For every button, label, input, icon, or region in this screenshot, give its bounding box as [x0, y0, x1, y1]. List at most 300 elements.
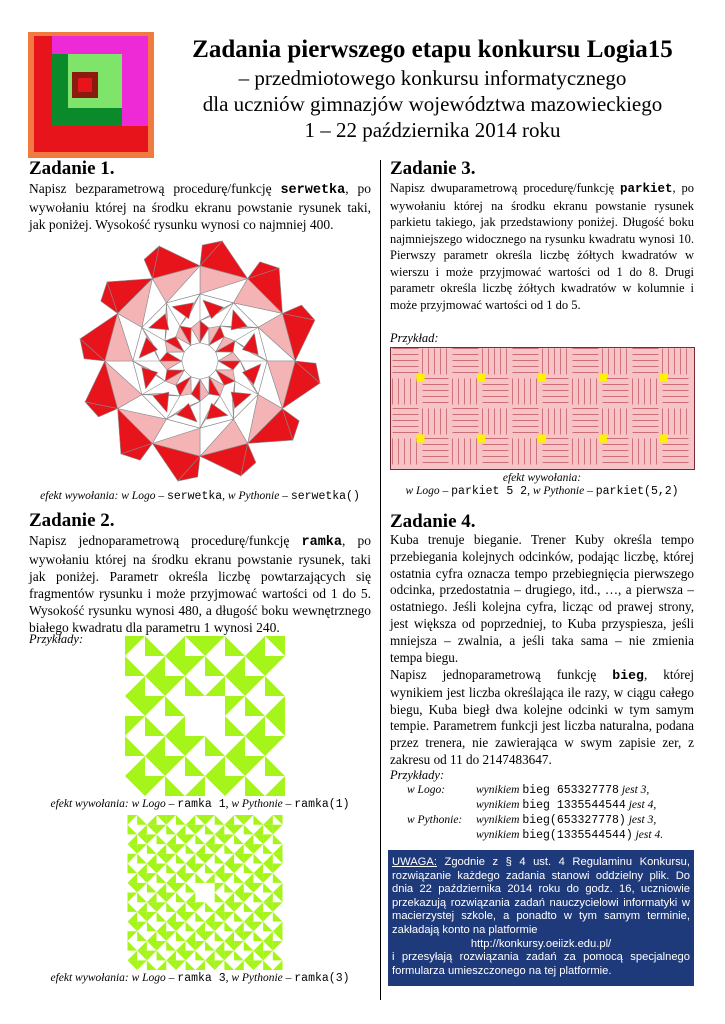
frame-triangle: [215, 960, 225, 970]
frame-triangle: [166, 815, 176, 825]
frame-triangle: [185, 756, 205, 776]
subtitle-line-3: 1 – 22 października 2014 roku: [304, 118, 561, 142]
frame-triangle: [263, 863, 273, 873]
frame-triangle: [125, 656, 145, 676]
frame-triangle: [147, 825, 157, 835]
frame-triangle: [147, 863, 157, 873]
frame-triangle: [157, 893, 167, 903]
task2-text: Napisz jednoparametrową procedurę/funkcję ramka, po wywołaniu której na środku ekranu powstanie rysunek, taki jak poniżej. Parametr określa liczbę powtarzających się fragmentów rysunku i może przyjmować wartości od 1 do 5. Wysokość rysunku wynosi 480, a długość boku wewnętrznego białego kwadratu dla parametru 1 wynosi 240.: [29, 533, 372, 635]
yellow-square: [477, 435, 485, 443]
frame-triangle: [263, 834, 273, 844]
frame-triangle: [234, 883, 244, 893]
frame-triangle: [128, 844, 138, 854]
frame-triangle: [273, 815, 283, 825]
frame-triangle: [205, 676, 225, 696]
task1-caption: efekt wywołania: w Logo – serwetka, w Pythonie – serwetka(): [40, 490, 360, 503]
frame-triangle: [186, 941, 196, 951]
frame-triangle: [205, 863, 215, 873]
task2-procedure-name: ramka: [301, 535, 343, 550]
frame-triangle: [215, 873, 225, 883]
frame-triangle: [205, 922, 215, 932]
frame-triangle: [147, 844, 157, 854]
yellow-square: [477, 374, 485, 382]
task2-caption-3: efekt wywołania: w Logo – ramka 3, w Pythonie – ramka(3): [50, 972, 350, 985]
frame-triangle: [157, 912, 167, 922]
frame-triangle: [234, 825, 244, 835]
frame-triangle: [176, 902, 186, 912]
frame-triangle: [245, 736, 265, 756]
frame-triangle: [253, 951, 263, 961]
frame-triangle: [186, 854, 196, 864]
frame-triangle: [157, 815, 167, 825]
frame-triangle: [205, 636, 225, 656]
example-row-1: wynikiem bieg 653327778 jest 3,: [476, 784, 650, 797]
notice-text-1: Zgodnie z § 4 ust. 4 Regulaminu Konkursu, rozwiązanie każdego zadania stanowi oddzielny plik. Do dnia 22 października 2014 roku do godz. 16, uczniowie przekazują rozwiązania zadań nauczycielowi informatyki w macierzystej szkole, a ponadto w tym samym terminie, zakładają konto na platformie: [392, 856, 690, 936]
frame-triangle: [147, 912, 157, 922]
frame-triangle: [244, 941, 254, 951]
frame-triangle: [244, 951, 254, 961]
frame-triangle: [205, 815, 215, 825]
frame-triangle: [273, 912, 283, 922]
frame-triangle: [205, 756, 225, 776]
frame-triangle: [224, 893, 234, 903]
frame-triangle: [244, 912, 254, 922]
frame-triangle: [244, 931, 254, 941]
frame-triangle: [244, 902, 254, 912]
task2-examples-label: Przykłady:: [29, 632, 84, 646]
frame-triangle: [225, 636, 245, 656]
frame-triangle: [273, 825, 283, 835]
frame-triangle: [253, 931, 263, 941]
frame-triangle: [137, 951, 147, 961]
frame-triangle: [195, 902, 205, 912]
frame-triangle: [186, 863, 196, 873]
frame-triangle: [215, 825, 225, 835]
frame-triangle: [245, 676, 265, 696]
frame-triangle: [186, 834, 196, 844]
frame-triangle: [185, 636, 205, 656]
frame-triangle: [205, 834, 215, 844]
frame-triangle: [165, 736, 185, 756]
frame-triangle: [253, 825, 263, 835]
napkin-drawing: [50, 236, 350, 486]
frame-triangle: [157, 922, 167, 932]
frame-triangle: [195, 825, 205, 835]
yellow-square: [538, 435, 546, 443]
frame-triangle: [234, 960, 244, 970]
frame-triangle: [125, 636, 145, 656]
frame-triangle: [145, 676, 165, 696]
subtitle-line-1: – przedmiotowego konkursu informatycznego: [238, 66, 627, 90]
frame-triangle: [273, 883, 283, 893]
frame-triangle: [147, 902, 157, 912]
frame-triangle: [205, 844, 215, 854]
frame-triangle: [195, 912, 205, 922]
frame-triangle: [176, 873, 186, 883]
frame-triangle: [128, 960, 138, 970]
frame-triangle: [176, 941, 186, 951]
frame-triangle: [166, 834, 176, 844]
frame-triangle: [215, 893, 225, 903]
frame-triangle: [147, 834, 157, 844]
example-row-2: wynikiem bieg 1335544544 jest 4,: [476, 799, 657, 812]
frame-triangle: [176, 863, 186, 873]
frame-triangle: [234, 893, 244, 903]
frame-triangle: [273, 902, 283, 912]
frame-triangle: [125, 696, 145, 716]
frame-triangle: [128, 815, 138, 825]
frame-triangle: [186, 960, 196, 970]
frame-triangle: [166, 902, 176, 912]
task4-heading: Zadanie 4.: [390, 511, 476, 532]
frame-triangle: [137, 815, 147, 825]
frame-triangle: [157, 863, 167, 873]
frame-triangle: [185, 736, 205, 756]
frame-triangle: [137, 873, 147, 883]
frame-triangle: [145, 736, 165, 756]
frame-triangle: [166, 951, 176, 961]
frame-triangle: [224, 902, 234, 912]
frame-triangle: [245, 636, 265, 656]
frame-triangle: [195, 951, 205, 961]
frame-triangle: [195, 844, 205, 854]
frame-triangle: [234, 912, 244, 922]
task1-heading: Zadanie 1.: [29, 158, 115, 179]
task2-heading: Zadanie 2.: [29, 510, 115, 531]
frame-triangle: [137, 883, 147, 893]
frame-triangle: [176, 931, 186, 941]
frame-triangle: [186, 825, 196, 835]
frame-triangle: [185, 656, 205, 676]
frame-triangle: [205, 736, 225, 756]
frame-triangle: [128, 902, 138, 912]
frame-triangle: [224, 815, 234, 825]
task3-caption-line1: efekt wywołania:: [502, 472, 582, 484]
frame-triangle: [157, 854, 167, 864]
frame-triangle: [137, 922, 147, 932]
frame-triangle: [195, 863, 205, 873]
frame-triangle: [137, 834, 147, 844]
frame-triangle: [125, 676, 145, 696]
frame-triangle: [147, 960, 157, 970]
frame-triangle: [263, 941, 273, 951]
frame-triangle: [128, 931, 138, 941]
task4-text-2: Napisz jednoparametrową funkcję bieg, której wynikiem jest liczba określająca ile razy, w ciągu całego biegu, Kuba biegł dwa kolejne odcinki w tym samym tempie. Parametrem funkcji jest liczba naturalna, podana przez trenera, nie zawierająca w swym zapisie zer, z zakresu od 11 do 2147483647.: [390, 667, 694, 767]
frame-triangle: [273, 873, 283, 883]
frame-triangle: [137, 931, 147, 941]
frame-triangle: [263, 951, 273, 961]
frame-triangle: [165, 716, 185, 736]
frame-triangle: [157, 834, 167, 844]
frame-triangle: [166, 912, 176, 922]
frame-triangle: [186, 931, 196, 941]
frame-triangle: [128, 922, 138, 932]
frame-triangle: [195, 854, 205, 864]
frame-triangle: [263, 825, 273, 835]
frame-triangle: [244, 873, 254, 883]
task3-procedure-name: parkiet: [620, 182, 673, 196]
frame-triangle: [176, 922, 186, 932]
frame-triangle: [195, 834, 205, 844]
frame-triangle: [245, 656, 265, 676]
frame-triangle: [273, 834, 283, 844]
frame-triangle: [253, 854, 263, 864]
frame-triangle: [195, 873, 205, 883]
frame-triangle: [166, 922, 176, 932]
frame-triangle: [234, 815, 244, 825]
frame-triangle: [265, 656, 285, 676]
frame-triangle: [125, 736, 145, 756]
frame-triangle: [215, 854, 225, 864]
frame-triangle: [265, 676, 285, 696]
frame-triangle: [234, 834, 244, 844]
frame-triangle: [273, 951, 283, 961]
frame-triangle: [125, 716, 145, 736]
frame-triangle: [186, 844, 196, 854]
frame-triangle: [165, 776, 185, 796]
frame-triangle: [224, 873, 234, 883]
frame-triangle: [263, 960, 273, 970]
frame-triangle: [263, 931, 273, 941]
frame-triangle: [273, 863, 283, 873]
yellow-square: [599, 435, 607, 443]
frame-triangle: [253, 863, 263, 873]
frame-triangle: [176, 844, 186, 854]
frame-triangle: [253, 883, 263, 893]
frame-triangle: [273, 854, 283, 864]
task1-text: Napisz bezparametrową procedurę/funkcję serwetka, po wywołaniu której na środku ekranu powstanie rysunek taki, jak poniżej. Wysokość rysunku wynosi co najmniej 400.: [29, 181, 371, 232]
frame-triangle: [224, 834, 234, 844]
frame-triangle: [176, 834, 186, 844]
frame-triangle: [244, 844, 254, 854]
frame-triangle: [244, 922, 254, 932]
frame-triangle: [166, 941, 176, 951]
frame-triangle: [185, 676, 205, 696]
yellow-square: [417, 374, 425, 382]
frame-triangle: [253, 912, 263, 922]
frame-triangle: [128, 863, 138, 873]
frame-triangle: [263, 893, 273, 903]
frame-triangle: [244, 960, 254, 970]
frame-triangle: [225, 696, 245, 716]
frame-triangle: [128, 912, 138, 922]
frame-triangle: [215, 834, 225, 844]
frame-triangle: [186, 893, 196, 903]
frame-triangle: [147, 893, 157, 903]
frame-triangle: [157, 931, 167, 941]
example-row-4: wynikiem bieg(1335544544) jest 4.: [476, 829, 664, 842]
frame-triangle: [157, 883, 167, 893]
frame-triangle: [205, 656, 225, 676]
frame-triangle: [128, 893, 138, 903]
frame-triangle: [147, 815, 157, 825]
frame-triangle: [195, 941, 205, 951]
frame-triangle: [224, 931, 234, 941]
frame-triangle: [215, 922, 225, 932]
frame-triangle: [176, 951, 186, 961]
frame-triangle: [273, 893, 283, 903]
frame-triangle: [234, 844, 244, 854]
frame-triangle: [263, 854, 273, 864]
frame-triangle: [128, 951, 138, 961]
frame-triangle: [225, 756, 245, 776]
frame-triangle: [224, 825, 234, 835]
frame-triangle: [145, 776, 165, 796]
task3-caption: w Logo – parkiet 5 2, w Pythonie – parkiet(5,2): [405, 485, 679, 498]
frame-triangle: [265, 776, 285, 796]
frame-triangle: [265, 636, 285, 656]
frame-triangle: [128, 941, 138, 951]
frame-triangle: [215, 844, 225, 854]
yellow-square: [538, 374, 546, 382]
frame-triangle: [215, 912, 225, 922]
frame-triangle: [128, 854, 138, 864]
frame-1-drawing: [125, 636, 285, 796]
task3-text: Napisz dwuparametrową procedurę/funkcję parkiet, po wywołaniu której na środku ekranu powstanie rysunek parkietu takiego, jak przedstawiony poniżej. Długość boku najmniejszego widocznego na rysunku kwadratu wynosi 10. Pierwszy parametr określa liczbę żółtych kwadratów w wierszu i może przyjmować wartości od 1 do 8. Drugi parametr określa liczbę żółtych kwadratów w kolumnie i może przyjmować wartości od 1 do 5.: [390, 181, 695, 312]
frame-triangle: [205, 776, 225, 796]
platform-link[interactable]: http://konkursy.oeiizk.edu.pl/: [470, 937, 612, 950]
task4-function-name: bieg: [612, 668, 644, 683]
yellow-square: [417, 435, 425, 443]
frame-triangle: [166, 960, 176, 970]
frame-triangle: [224, 883, 234, 893]
frame-triangle: [224, 951, 234, 961]
frame-triangle: [225, 656, 245, 676]
frame-triangle: [166, 931, 176, 941]
frame-triangle: [234, 931, 244, 941]
frame-triangle: [215, 863, 225, 873]
frame-triangle: [147, 941, 157, 951]
frame-triangle: [176, 893, 186, 903]
frame-triangle: [263, 873, 273, 883]
frame-triangle: [157, 844, 167, 854]
frame-triangle: [137, 863, 147, 873]
frame-triangle: [273, 931, 283, 941]
frame-triangle: [195, 960, 205, 970]
frame-triangle: [263, 883, 273, 893]
frame-triangle: [263, 844, 273, 854]
frame-triangle: [263, 912, 273, 922]
frame-triangle: [253, 941, 263, 951]
task3-heading: Zadanie 3.: [390, 158, 476, 179]
frame-triangle: [157, 902, 167, 912]
frame-triangle: [253, 815, 263, 825]
frame-triangle: [176, 815, 186, 825]
frame-triangle: [215, 902, 225, 912]
frame-triangle: [137, 902, 147, 912]
frame-triangle: [245, 776, 265, 796]
frame-triangle: [186, 815, 196, 825]
frame-triangle: [125, 776, 145, 796]
frame-triangle: [225, 736, 245, 756]
frame-triangle: [166, 825, 176, 835]
page-title: Zadania pierwszego etapu konkursu Logia15: [192, 36, 673, 63]
frame-triangle: [145, 636, 165, 656]
frame-triangle: [234, 902, 244, 912]
frame-triangle: [166, 854, 176, 864]
frame-triangle: [265, 716, 285, 736]
frame-triangle: [176, 825, 186, 835]
yellow-square: [599, 374, 607, 382]
frame-triangle: [215, 815, 225, 825]
frame-triangle: [245, 716, 265, 736]
frame-triangle: [224, 941, 234, 951]
logo-label: w Logo:: [407, 784, 446, 796]
frame-triangle: [185, 776, 205, 796]
frame-triangle: [244, 883, 254, 893]
subtitle-line-2: dla uczniów gimnazjów województwa mazowieckiego: [202, 92, 663, 116]
frame-triangle: [195, 931, 205, 941]
frame-triangle: [224, 844, 234, 854]
frame-triangle: [273, 844, 283, 854]
frame-triangle: [263, 815, 273, 825]
frame-triangle: [265, 696, 285, 716]
frame-triangle: [234, 922, 244, 932]
python-label: w Pythonie:: [407, 814, 463, 826]
frame-triangle: [234, 863, 244, 873]
frame-triangle: [147, 931, 157, 941]
frame-triangle: [165, 676, 185, 696]
frame-triangle: [224, 863, 234, 873]
frame-triangle: [244, 863, 254, 873]
frame-triangle: [205, 873, 215, 883]
task1-procedure-name: serwetka: [280, 183, 346, 198]
frame-triangle: [224, 960, 234, 970]
frame-triangle: [137, 893, 147, 903]
frame-triangle: [205, 960, 215, 970]
notice-box: [388, 850, 694, 986]
frame-triangle: [234, 854, 244, 864]
frame-triangle: [137, 844, 147, 854]
frame-triangle: [273, 960, 283, 970]
frame-triangle: [225, 676, 245, 696]
frame-triangle: [165, 696, 185, 716]
frame-triangle: [186, 902, 196, 912]
frame-triangle: [265, 736, 285, 756]
frame-triangle: [157, 825, 167, 835]
frame-triangle: [253, 902, 263, 912]
frame-triangle: [224, 912, 234, 922]
frame-triangle: [147, 922, 157, 932]
task2-caption-1: efekt wywołania: w Logo – ramka 1, w Pythonie – ramka(1): [50, 798, 350, 811]
parquet-drawing: [390, 347, 695, 470]
frame-triangle: [244, 815, 254, 825]
example-row-3: wynikiem bieg(653327778) jest 3,: [476, 814, 657, 827]
frame-triangle: [166, 893, 176, 903]
frame-triangle: [195, 815, 205, 825]
frame-triangle: [166, 883, 176, 893]
frame-triangle: [263, 902, 273, 912]
frame-triangle: [245, 696, 265, 716]
frame-triangle: [176, 912, 186, 922]
frame-triangle: [186, 922, 196, 932]
frame-triangle: [145, 656, 165, 676]
frame-triangle: [215, 941, 225, 951]
frame-triangle: [157, 951, 167, 961]
frame-triangle: [166, 873, 176, 883]
frame-triangle: [244, 825, 254, 835]
frame-triangle: [215, 951, 225, 961]
yellow-square: [660, 374, 668, 382]
frame-triangle: [225, 776, 245, 796]
frame-triangle: [205, 825, 215, 835]
frame-triangle: [253, 873, 263, 883]
task3-example-label: Przykład:: [390, 331, 439, 345]
frame-triangle: [205, 941, 215, 951]
frame-triangle: [234, 941, 244, 951]
frame-triangle: [166, 863, 176, 873]
frame-triangle: [128, 883, 138, 893]
